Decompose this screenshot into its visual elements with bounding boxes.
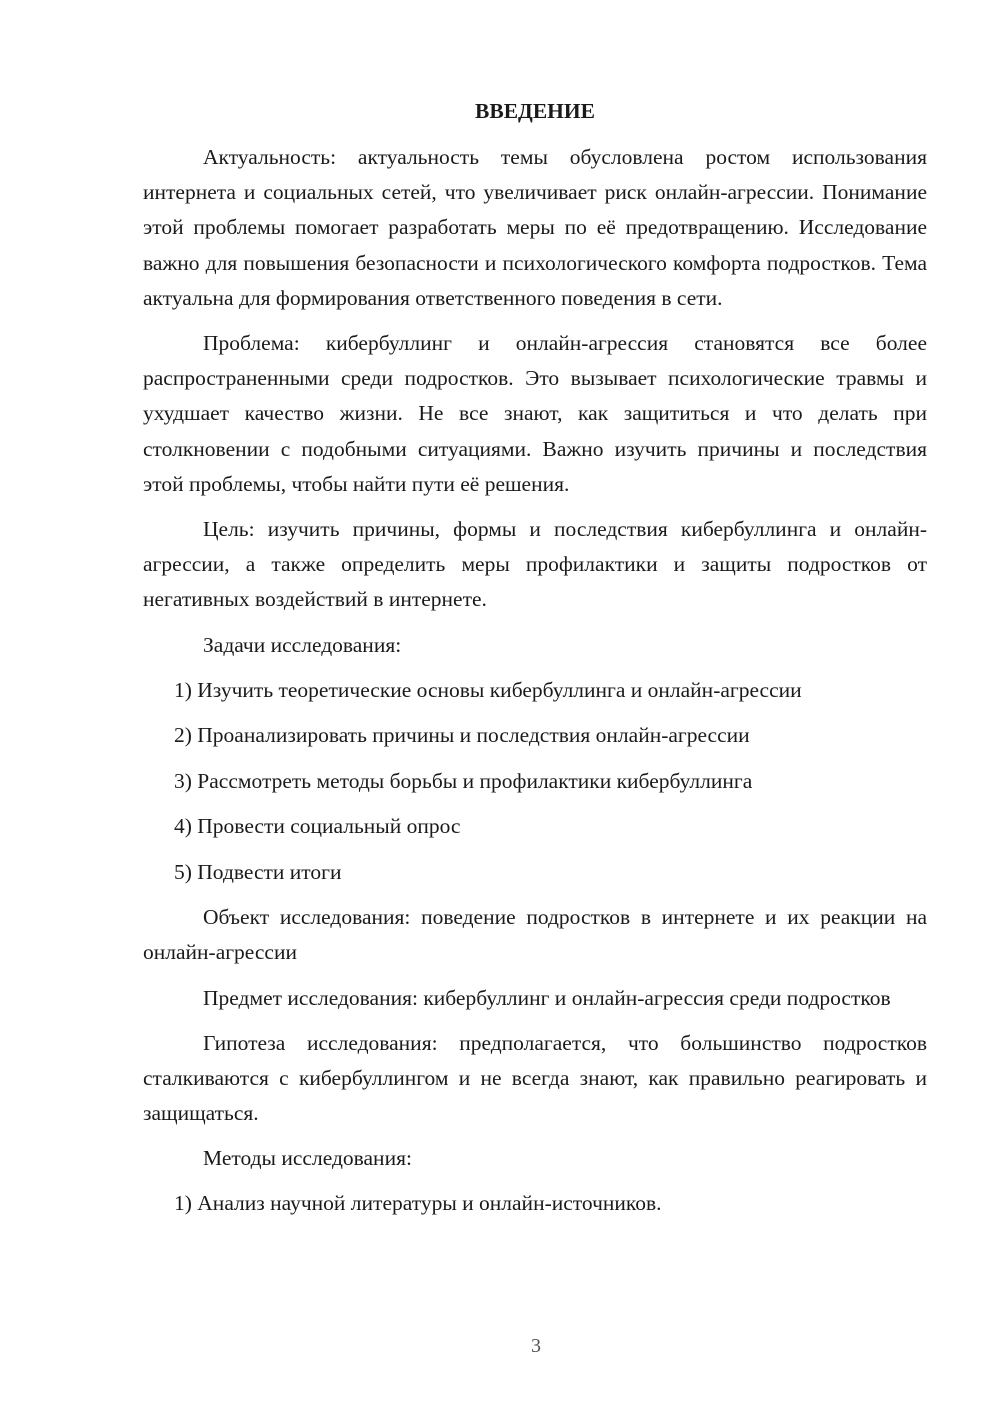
relevance-paragraph: Актуальность: актуальность темы обусловлена ростом использования интернета и социальных сетей, что увеличивает риск онлайн-агрессии. Понимание этой проблемы помогает разработать меры по её предотвращению. Исследование важно для повышения безопасности и психологического комфорта подростков. Тема актуальна для формирования ответственного поведения в сети. <box>143 145 927 310</box>
methods-label: Методы исследования: <box>203 1146 412 1171</box>
hypothesis-paragraph: Гипотеза исследования: предполагается, что большинство подростков сталкиваются с кибербуллингом и не всегда знают, как правильно реагировать и защищаться. <box>143 1030 927 1126</box>
subject-paragraph: Предмет исследования: кибербуллинг и онлайн-агрессия среди подростков <box>203 985 891 1010</box>
list-item: 1) Изучить теоретические основы кибербуллинга и онлайн-агрессии <box>174 677 802 702</box>
page-content <box>143 96 927 1221</box>
methods-list <box>143 1186 927 1221</box>
goal-paragraph: Цель: изучить причины, формы и последствия кибербуллинга и онлайн-агрессии, а также определить меры профилактики и защиты подростков от негативных воздействий в интернете. <box>143 517 927 612</box>
list-item: 1) Анализ научной литературы и онлайн-источников. <box>174 1191 662 1216</box>
object-paragraph: Объект исследования: поведение подростков в интернете и их реакции на онлайн-агрессии <box>143 905 927 965</box>
list-item: 3) Рассмотреть методы борьбы и профилактики кибербуллинга <box>174 768 753 793</box>
problem-paragraph: Проблема: кибербуллинг и онлайн-агрессия становятся все более распространенными среди подростков. Это вызывает психологические травмы и ухудшает качество жизни. Не все знают, как защититься и что делать при столкновении с подобными ситуациями. Важно изучить причины и последствия этой проблемы, чтобы найти пути её решения. <box>143 331 927 496</box>
tasks-list <box>143 673 927 890</box>
page-number: 3 <box>531 1335 541 1357</box>
list-item: 4) Провести социальный опрос <box>174 814 461 839</box>
list-item: 5) Подвести итоги <box>174 859 342 884</box>
page-title: ВВЕДЕНИЕ <box>475 99 595 123</box>
tasks-label: Задачи исследования: <box>203 632 402 657</box>
list-item: 2) Проанализировать причины и последствия онлайн-агрессии <box>174 723 750 748</box>
